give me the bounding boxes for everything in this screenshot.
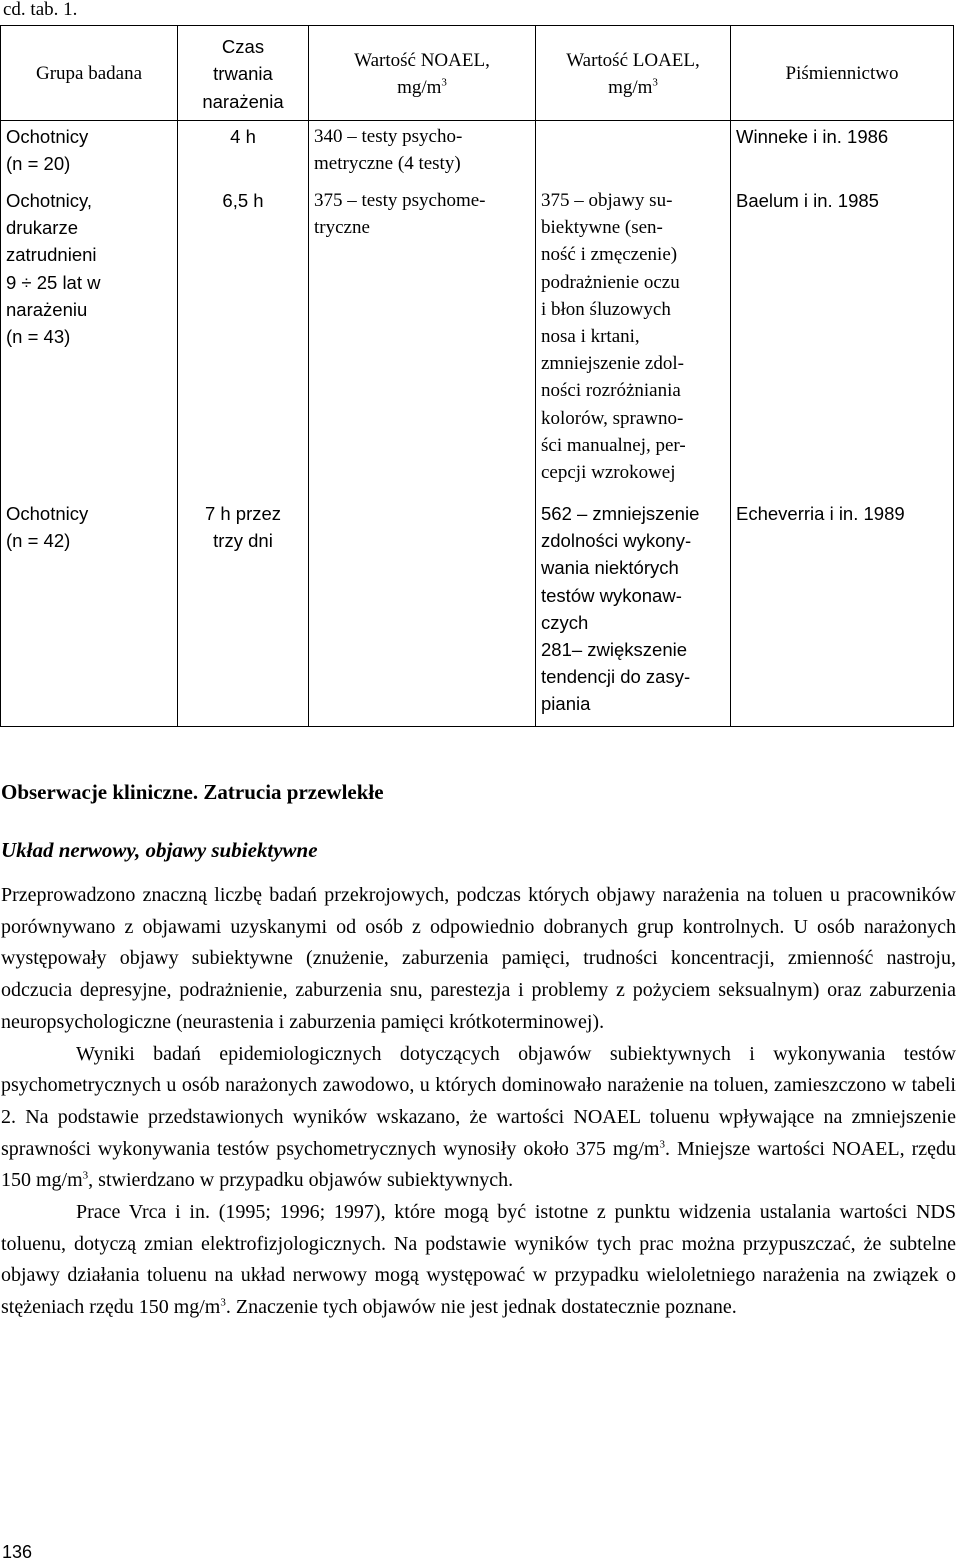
- table-row: [1, 185, 954, 498]
- paragraph: Wyniki badań epidemiologicznych dotyczących objawów subiektywnych i wykonywania testów psychometrycznych u osób narażonych zawodowo, u których dominowało narażenie na toluen, zamieszczono w tabeli 2. Na podstawie przedstawionych wyników wskazano, że wartości NOAEL toluenu wpływające na zmniejszenie sprawności wykonywania testów psychometrycznych wynosiły około 375 $mg/m^3$. Mniejsze wartości NOAEL, rzędu 150 $mg/m^3$, stwierdzano w przypadku objawów subiektywnych.: [1, 1042, 957, 1192]
- cell-reference: Winneke i in. 1986: [731, 121, 954, 186]
- paragraph: Prace Vrca i in. (1995; 1996; 1997), które mogą być istotne z punktu widzenia ustalania wartości NDS toluenu, dotyczą zmian elektrofizjologicznych. Na podstawie wyników tych prac można przypuszczać, że subtelne objawy działania toluenu na układ nerwowy mogą występować w przypadku wieloletniego narażenia na związek o stężeniach rzędu 150 $mg/m^3$. Znaczenie tych objawów nie jest jednak dostatecznie poznane.: [1, 1201, 956, 1319]
- body-text: [1, 880, 956, 1324]
- table-row: [1, 121, 954, 186]
- header-loael: Wartość LOAEL, $mg/m^3$: [536, 26, 731, 121]
- cell-loael: [536, 121, 731, 186]
- cell-group: Ochotnicy (n = 42): [1, 498, 178, 727]
- cell-group: Ochotnicy (n = 20): [1, 121, 178, 186]
- results-table: [0, 25, 954, 727]
- cell-noael: 375 – testy psychome- tryczne: [309, 185, 536, 498]
- table-row: [1, 498, 954, 727]
- cell-reference: Echeverria i in. 1989: [731, 498, 954, 727]
- cell-noael: 340 – testy psycho- metryczne (4 testy): [309, 121, 536, 186]
- section-heading: Obserwacje kliniczne. Zatrucia przewlekłe: [1, 780, 384, 804]
- page-number: 136: [2, 1542, 33, 1562]
- cell-loael: 375 – objawy su- biektywne (sen- ność i zmęczenie) podrażnienie oczu i błon śluzowych nosa i krtani, zmniejszenie zdol- ności rozróżniania kolorów, sprawno- ści manualnej, per- cepcji wzrokowej: [536, 185, 731, 498]
- cell-noael: [309, 498, 536, 727]
- header-exposure-time: Czas trwania narażenia: [178, 26, 309, 121]
- subsection-heading: Układ nerwowy, objawy subiektywne: [1, 838, 318, 862]
- header-references: Piśmiennictwo: [731, 26, 954, 121]
- cell-time: 4 h: [178, 121, 309, 186]
- header-noael: Wartość NOAEL, $mg/m^3$: [309, 26, 536, 121]
- table-continuation-caption: cd. tab. 1.: [3, 0, 78, 20]
- cell-group: Ochotnicy, drukarze zatrudnieni 9 ÷ 25 lat w narażeniu (n = 43): [1, 185, 178, 498]
- header-group: Grupa badana: [1, 26, 178, 121]
- paragraph: Przeprowadzono znaczną liczbę badań przekrojowych, podczas których objawy narażenia na toluen u pracowników porównywano z objawami uzyskanymi od osób z odpowiednio dobranych grup kontrolnych. U osób narażonych występowały objawy subiektywne (znużenie, zaburzenia pamięci, trudności koncentracji, zmienność nastroju, odczucia depresyjne, podrażnienie, zaburzenia snu, parestezja i problemy z pożyciem seksualnym) oraz zaburzenia neuropsychologiczne (neurastenia i zaburzenia pamięci krótkoterminowej).: [1, 884, 956, 1033]
- cell-time: 7 h przez trzy dni: [178, 498, 309, 727]
- cell-loael: 562 – zmniejszenie zdolności wykony- wania niektórych testów wykonaw- czych 281– zwiększenie tendencji do zasy- piania: [536, 498, 731, 727]
- table-header-row: [1, 26, 954, 121]
- cell-reference: Baelum i in. 1985: [731, 185, 954, 498]
- cell-time: 6,5 h: [178, 185, 309, 498]
